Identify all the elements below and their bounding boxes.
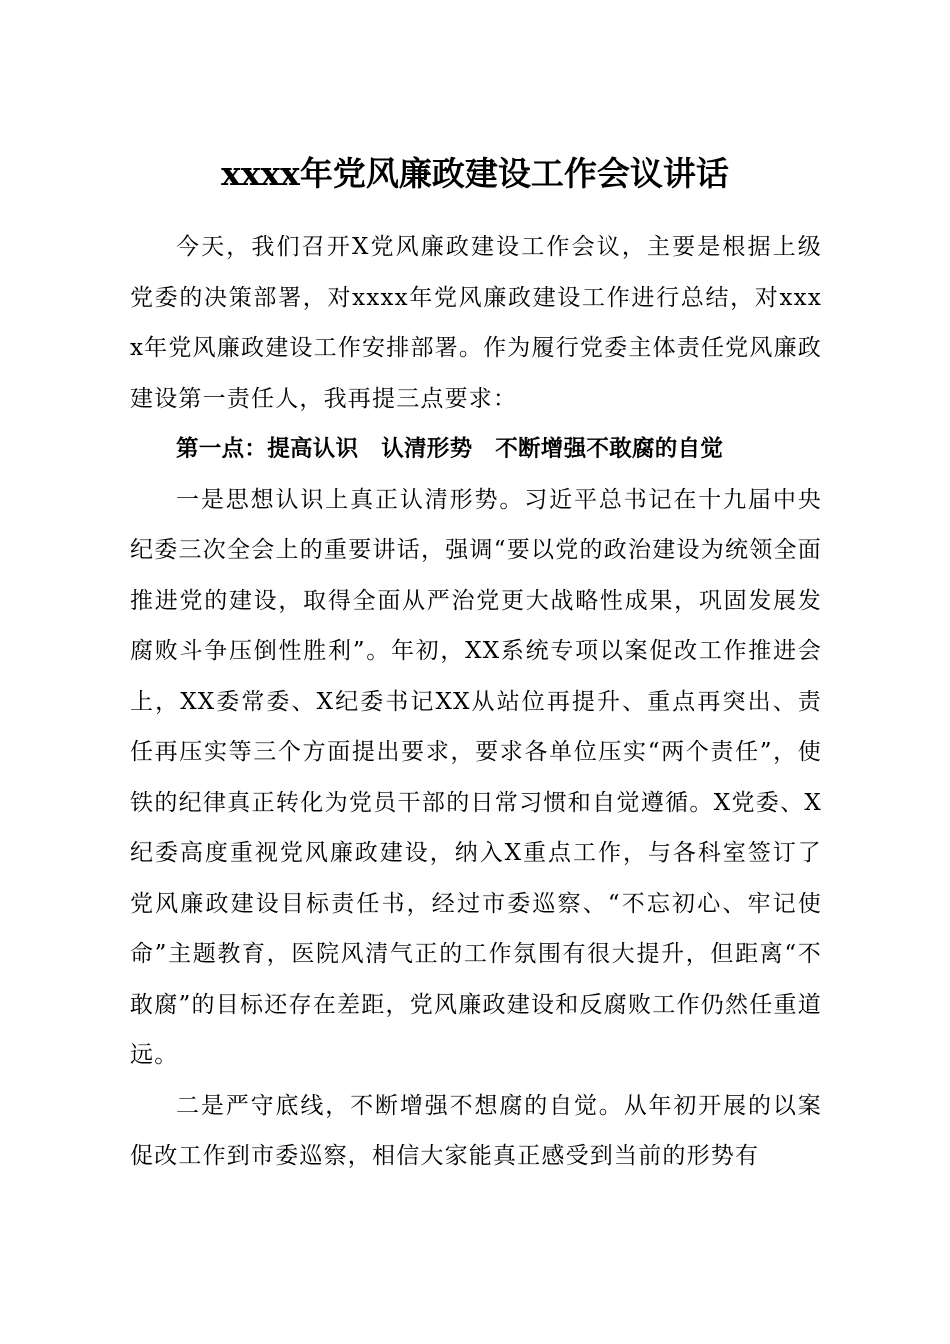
paragraph-2-text: 从年初开展的以案促改工作到市委巡察，相信大家能真正感受到当前的形势有 bbox=[130, 1092, 822, 1169]
paragraph-2-lead: 二是严守底线，不断增强不想腐的自觉。 bbox=[176, 1092, 624, 1119]
paragraph-1-lead: 一是思想认识上真正认清形势。 bbox=[176, 486, 525, 513]
intro-paragraph: 今天，我们召开X党风廉政建设工作会议，主要是根据上级党委的决策部署，对xxxx年党风廉政建设工作进行总结，对xxxx年党风廉政建设工作安排部署。作为履行党委主体责任党风廉政建设第一责任人，我再提三点要求： bbox=[130, 234, 822, 412]
paragraph-1 bbox=[130, 475, 822, 1081]
section-heading-1: 第一点：提高认识 认清形势 不断增强不敢腐的自觉 bbox=[176, 436, 724, 462]
document-title: xxxx年党风廉政建设工作会议讲话 bbox=[221, 154, 729, 193]
paragraph-1-text: 习近平总书记在十九届中央纪委三次全会上的重要讲话，强调“要以党的政治建设为统领全面推进党的建设，取得全面从严治党更大战略性成果，巩固发展发腐败斗争压倒性胜利”。年初，XX系统专项以案促改工作推进会上，XX委常委、X纪委书记XX从站位再提升、重点再突出、责任再压实等三个方面提出要求，要求各单位压实“两个责任”，使铁的纪律真正转化为党员干部的日常习惯和自觉遵循。X党委、X纪委高度重视党风廉政建设，纳入X重点工作，与各科室签订了党风廉政建设目标责任书，经过市委巡察、“不忘初心、牢记使命”主题教育，医院风清气正的工作氛围有很大提升，但距离“不敢腐”的目标还存在差距，党风廉政建设和反腐败工作仍然任重道远。 bbox=[130, 486, 822, 1068]
paragraph-2 bbox=[130, 1081, 822, 1182]
document-body bbox=[130, 222, 822, 1182]
